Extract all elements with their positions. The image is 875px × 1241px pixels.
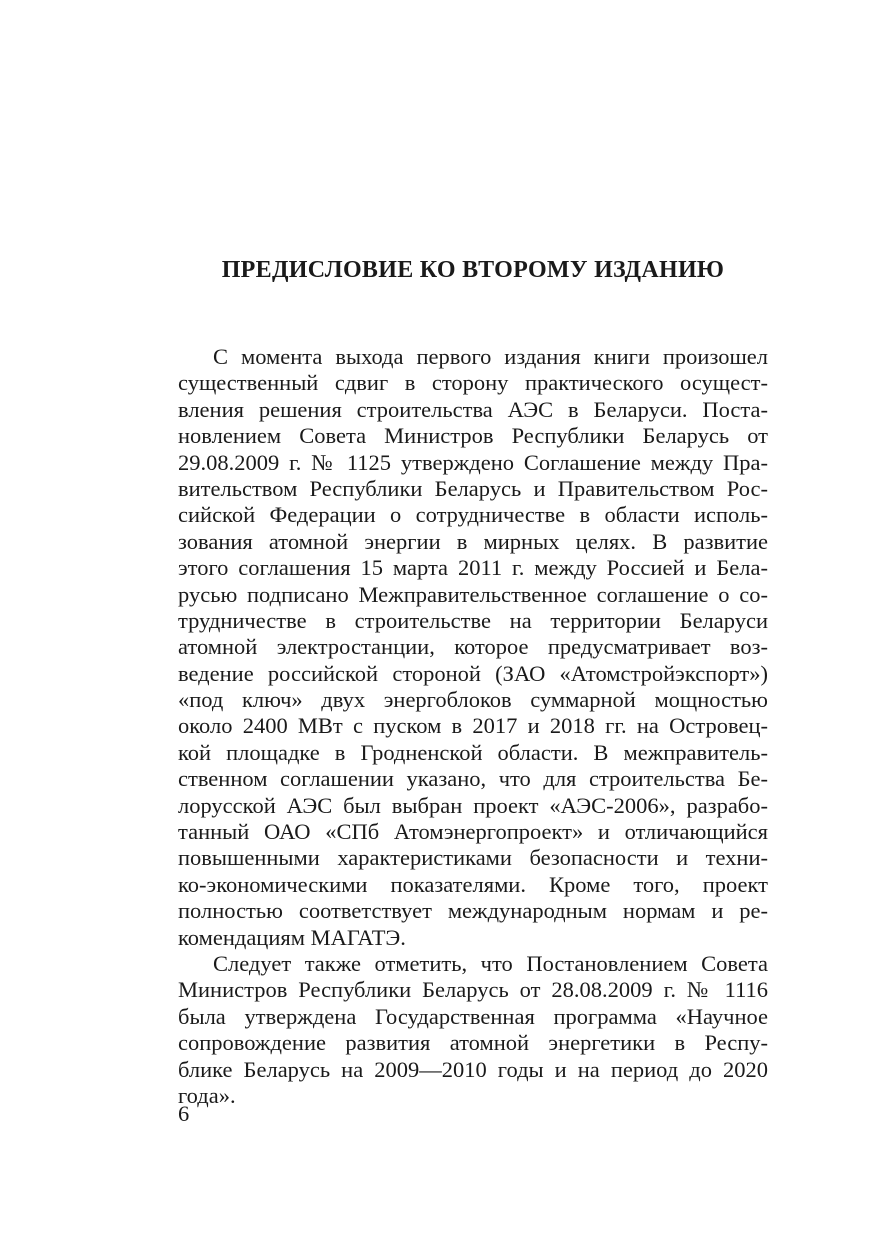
- text-line: блике Беларусь на 2009—2010 годы и на период до 2020: [178, 1056, 768, 1082]
- text-line: вления решения строительства АЭС в Беларуси. Поста-: [178, 396, 768, 422]
- text-line: ственном соглашении указано, что для строительства Бе-: [178, 766, 768, 792]
- paragraph: [178, 951, 768, 1109]
- text-line: ведение российской стороной (ЗАО «Атомстройэкспорт»): [178, 660, 768, 686]
- page-heading: ПРЕДИСЛОВИЕ КО ВТОРОМУ ИЗДАНИЮ: [221, 257, 725, 283]
- text-line: С момента выхода первого издания книги произошел: [213, 344, 768, 369]
- text-line: этого соглашения 15 марта 2011 г. между Россией и Бела-: [178, 555, 768, 581]
- text-line: вительством Республики Беларусь и Правительством Рос-: [178, 475, 768, 501]
- text-line: «под ключ» двух энергоблоков суммарной мощностью: [178, 687, 768, 713]
- text-line: атомной электростанции, которое предусматривает воз-: [178, 634, 768, 660]
- text-line: трудничестве в строительстве на территории Беларуси: [178, 607, 768, 633]
- page-number: 6: [178, 1101, 190, 1126]
- text-line: ко-экономическими показателями. Кроме того, проект: [178, 871, 768, 897]
- text-line: повышенными характеристиками безопасности и техни-: [178, 845, 768, 871]
- text-line: около 2400 МВт с пуском в 2017 и 2018 гг. на Островец-: [178, 713, 768, 739]
- text-line: года».: [178, 1082, 236, 1108]
- paragraph: [178, 344, 768, 951]
- text-line: 29.08.2009 г. № 1125 утверждено Соглашение между Пра-: [178, 449, 768, 475]
- text-line: зования атомной энергии в мирных целях. В развитие: [178, 528, 768, 554]
- text-line: лорусской АЭС был выбран проект «АЭС-2006», разрабо-: [178, 792, 768, 818]
- text-line: Министров Республики Беларусь от 28.08.2009 г. № 1116: [178, 977, 768, 1003]
- body-text: [178, 344, 768, 1109]
- text-line: полностью соответствует международным нормам и ре-: [178, 898, 768, 924]
- text-line: сопровождение развития атомной энергетики в Респу-: [178, 1030, 768, 1056]
- text-line: комендациям МАГАТЭ.: [178, 924, 406, 950]
- text-line: существенный сдвиг в сторону практического осущест-: [178, 370, 768, 396]
- text-line: новлением Совета Министров Республики Беларусь от: [178, 423, 768, 449]
- text-line: сийской Федерации о сотрудничестве в области исполь-: [178, 502, 768, 528]
- text-line: была утверждена Государственная программа «Научное: [178, 1003, 768, 1029]
- text-line: танный ОАО «СПб Атомэнергопроект» и отличающийся: [178, 819, 768, 845]
- text-line: кой площадке в Гродненской области. В межправитель-: [178, 739, 768, 765]
- text-line: русью подписано Межправительственное соглашение о со-: [178, 581, 768, 607]
- text-line: Следует также отметить, что Постановлением Совета: [213, 950, 768, 976]
